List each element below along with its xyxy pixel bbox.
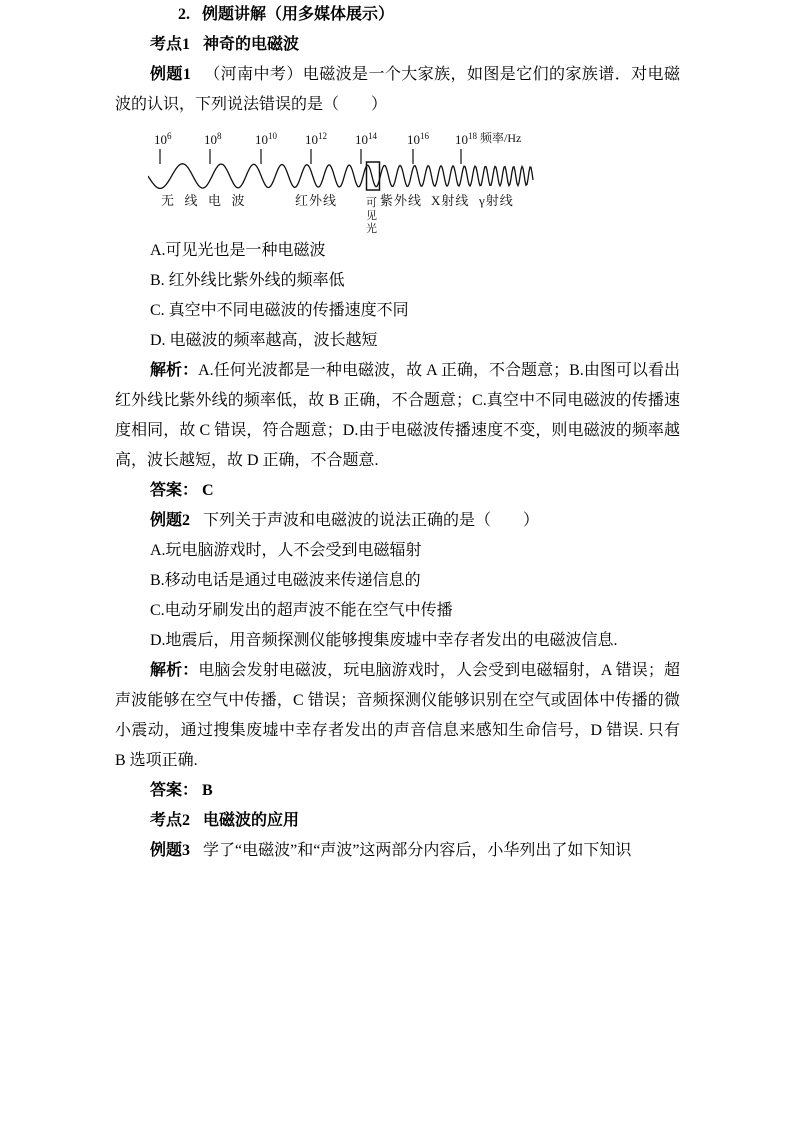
example2-label: 例题2 <box>150 512 191 529</box>
band-label-visible-light: 可 <box>366 197 377 209</box>
example2-option-d: D.地震后，用音频探测仪能够搜集废墟中幸存者发出的电磁波信息. <box>150 632 618 649</box>
topic-2-heading <box>115 806 680 836</box>
example1-answer <box>115 476 680 506</box>
section-title: 例题讲解（用多媒体展示） <box>202 6 395 23</box>
example2-option-a: A.玩电脑游戏时，人不会受到电磁辐射 <box>150 542 422 559</box>
tick-label: $10^8$ <box>204 131 222 147</box>
section-heading <box>115 0 680 30</box>
tick-label: $10^{10}$ <box>255 131 277 147</box>
example2-option-c: C.电动牙刷发出的超声波不能在空气中传播 <box>150 602 453 619</box>
example2-answer-value: B <box>202 782 213 799</box>
band-label: γ射线 <box>479 193 514 208</box>
tick-label: $10^{16}$ <box>407 131 429 147</box>
example2-answer <box>115 776 680 806</box>
band-label: 无线电波 <box>161 193 256 208</box>
em-spectrum-diagram <box>148 124 540 236</box>
band-label: X射线 <box>431 193 470 208</box>
topic-1-title: 神奇的电磁波 <box>203 36 300 53</box>
tick-label: $10^{14}$ <box>355 131 377 147</box>
topic-1-heading <box>115 30 680 60</box>
wave-line <box>148 164 533 189</box>
em-spectrum-figure <box>148 124 540 236</box>
example1-analysis-text: A.任何光波都是一种电磁波，故 A 正确，不合题意；B.由图可以看出红外线比紫外线的频率低，故 B 正确，不合题意；C.真空中不同电磁波的传播速度相同，故 C 错误，符合题意；D.由于电磁波传播速度不变，则电磁波的频率越高，波长越短，故 D 正确，不合题意. <box>115 362 680 469</box>
example1-analysis <box>115 356 680 476</box>
document-content <box>115 0 680 866</box>
example1-question <box>115 60 680 120</box>
example2-analysis-text: 电脑会发射电磁波，玩电脑游戏时，人会受到电磁辐射，A 错误；超声波能够在空气中传播，C 错误；音频探测仪能够识别在空气或固体中传播的微小震动，通过搜集废墟中幸存者发出的声音信息来感知生命信号，D 错误. 只有 B 选项正确. <box>115 662 680 769</box>
axis-unit: 频率/Hz <box>480 131 522 145</box>
example1-answer-value: C <box>202 482 214 499</box>
example2-option-b: B.移动电话是通过电磁波来传递信息的 <box>150 572 421 589</box>
example3-question <box>115 836 680 866</box>
example1-option-d: D. 电磁波的频率越高，波长越短 <box>150 332 378 349</box>
topic-1-label: 考点1 <box>150 36 191 53</box>
band-label-visible-light: 见 <box>366 210 377 222</box>
example1-analysis-label: 解析： <box>150 362 199 379</box>
example1-label: 例题1 <box>150 66 191 83</box>
tick-label: $10^{18}$ <box>455 131 477 147</box>
topic-2-label: 考点2 <box>150 812 191 829</box>
example2-analysis <box>115 656 680 776</box>
tick-label: $10^{12}$ <box>305 131 327 147</box>
example3-label: 例题3 <box>150 842 191 859</box>
section-number: 2. <box>178 6 190 23</box>
topic-2-title: 电磁波的应用 <box>203 812 300 829</box>
example1-answer-label: 答案： <box>150 482 199 499</box>
tick-label: $10^6$ <box>154 131 172 147</box>
example2-answer-label: 答案： <box>150 782 199 799</box>
example2-question-text: 下列关于声波和电磁波的说法正确的是（ ） <box>203 512 540 529</box>
band-label-visible-light: 光 <box>366 223 377 235</box>
example1-option-c: C. 真空中不同电磁波的传播速度不同 <box>150 302 409 319</box>
example3-question-text: 学了“电磁波”和“声波”这两部分内容后，小华列出了如下知识 <box>203 842 632 859</box>
band-label: 红外线 <box>295 193 338 208</box>
example1-option-b: B. 红外线比紫外线的频率低 <box>150 272 345 289</box>
example2-question <box>115 506 680 536</box>
band-label: 紫外线 <box>380 193 423 208</box>
example1-question-text: （河南中考）电磁波是一个大家族，如图是它们的家族谱．对电磁波的认识，下列说法错误的是（ ） <box>115 66 680 113</box>
example2-analysis-label: 解析： <box>150 662 199 679</box>
example1-option-a: A.可见光也是一种电磁波 <box>150 242 326 259</box>
